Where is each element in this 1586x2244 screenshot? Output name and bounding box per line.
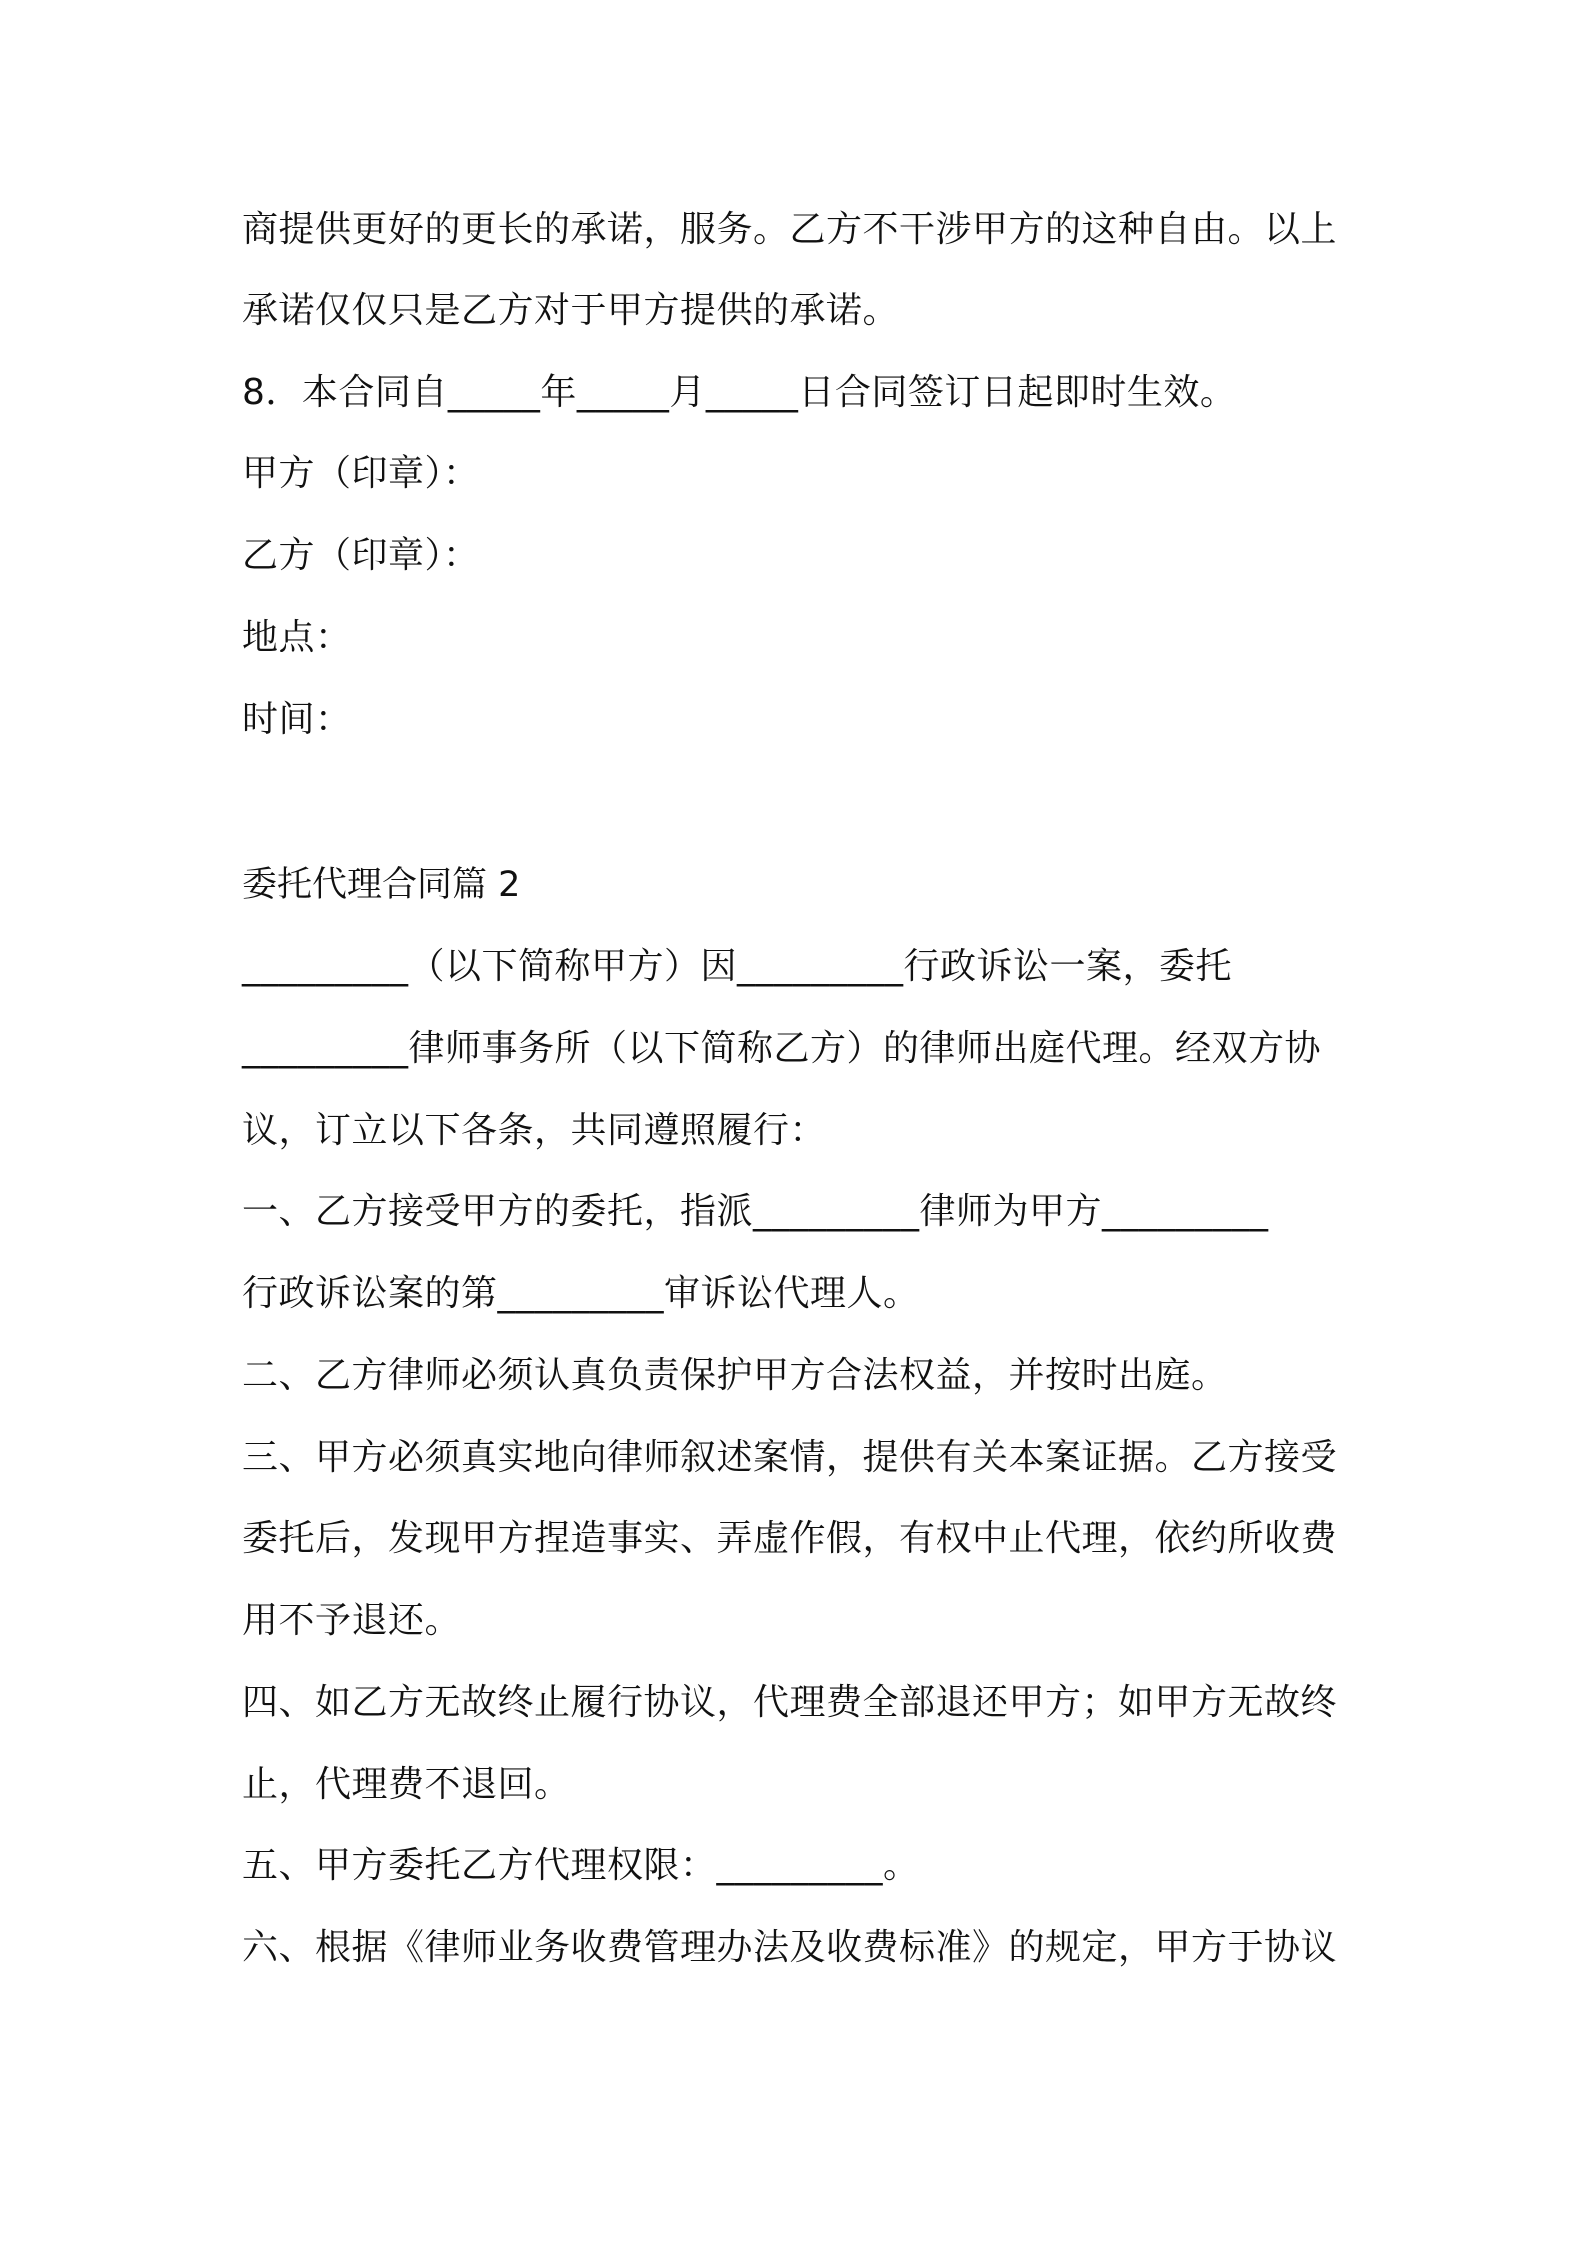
text-line: 用不予退还。 xyxy=(242,1600,462,1641)
clause-1: 一、乙方接受甲方的委托，指派_________律师为甲方_________ xyxy=(242,1191,1269,1232)
clause-2: 二、乙方律师必须认真负责保护甲方合法权益，并按时出庭。 xyxy=(242,1355,1228,1396)
clause-4: 四、如乙方无故终止履行协议，代理费全部退还甲方；如甲方无故终 xyxy=(242,1682,1338,1723)
text-line: 议，订立以下各条，共同遵照履行： xyxy=(242,1110,827,1151)
signature-label-party-b: 乙方（印章）： xyxy=(242,535,480,576)
signature-label-party-a: 甲方（印章）： xyxy=(242,453,480,494)
text-line: 承诺仅仅只是乙方对于甲方提供的承诺。 xyxy=(242,290,900,331)
text-line: 8．本合同自_____年_____月_____日合同签订日起即时生效。 xyxy=(242,372,1237,413)
time-label: 时间： xyxy=(242,699,352,740)
text-line: _________（以下简称甲方）因_________行政诉讼一案，委托 xyxy=(242,946,1233,987)
text-line: 止，代理费不退回。 xyxy=(242,1764,571,1805)
location-label: 地点： xyxy=(242,617,352,658)
section-heading: 委托代理合同篇 2 xyxy=(242,865,521,905)
text-line: 委托后，发现甲方捏造事实、弄虚作假，有权中止代理，依约所收费 xyxy=(242,1518,1338,1559)
clause-5: 五、甲方委托乙方代理权限：_________。 xyxy=(242,1845,920,1886)
clause-3: 三、甲方必须真实地向律师叙述案情，提供有关本案证据。乙方接受 xyxy=(242,1437,1338,1478)
text-line: _________律师事务所（以下简称乙方）的律师出庭代理。经双方协 xyxy=(242,1028,1322,1069)
text-line: 商提供更好的更长的承诺，服务。乙方不干涉甲方的这种自由。以上 xyxy=(242,209,1338,250)
text-line: 行政诉讼案的第_________审诉讼代理人。 xyxy=(242,1273,920,1314)
clause-6: 六、根据《律师业务收费管理办法及收费标准》的规定，甲方于协议 xyxy=(242,1927,1338,1968)
